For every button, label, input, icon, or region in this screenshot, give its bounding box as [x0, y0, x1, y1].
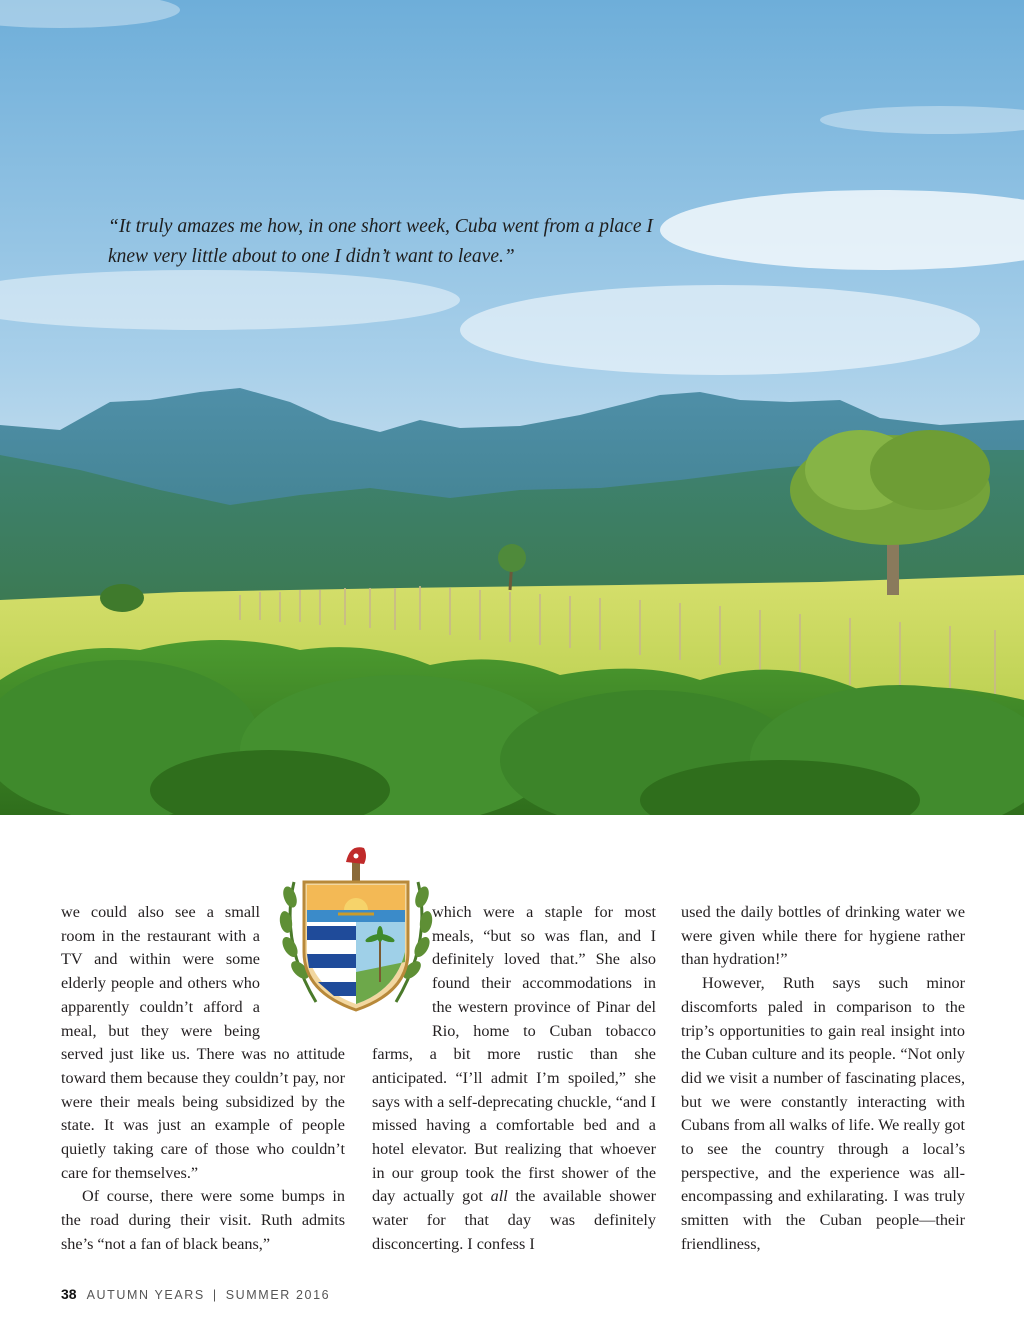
body-paragraph: used the daily bottles of drinking water we were given while there for hygiene rather than hydration!” [681, 903, 965, 969]
body-paragraph: However, Ruth says such minor discomforts paled in comparison to the trip’s opportunities to gain real insight into the Cuban culture and its people. “Not only did we visit a number of fascinating places, but we were constantly interacting with Cubans from all walks of life. We really got to see the country through a local’s perspective, and the experience was all-encompassing and exhilarating. I was truly smitten with the Cuban people—their friendliness, [681, 974, 965, 1253]
body-text: Pinar del Rio, home to Cuban tobacco farms, a bit more rustic than she anticipated. “I’ll admit I’m spoiled,” she says with a self-deprecating chuckle, “and I missed having a comfortable bed and a hotel elevator. But realizing that whoever in our group took the first shower of the day actually got [372, 997, 656, 1206]
article-column-3 [681, 901, 965, 1257]
footer-separator: | [212, 1288, 218, 1302]
issue-date: SUMMER 2016 [225, 1288, 331, 1302]
publication-name: AUTUMN YEARS [86, 1288, 205, 1302]
cuban-coat-of-arms-icon [276, 842, 436, 1020]
emphasis-text: all [490, 1187, 508, 1206]
body-text: the available shower water for that day was definitely disconcerting. I confess I [372, 1187, 656, 1253]
body-text: but they were being served just like us. There was no attitude toward them because they couldn’t pay, nor were their meals being subsidized by the state. It was just an example of people quietly taking care of those who couldn’t care for themselves.” [61, 1021, 345, 1182]
pull-quote: “It truly amazes me how, in one short week, Cuba went from a place I knew very little about to one I didn’t want to leave.” [108, 216, 653, 267]
page-number: 38 [61, 1286, 77, 1302]
body-text: which were a staple for most meals, “but so was flan, and I definitely loved that.” She also found their accommodations in the western province of [432, 903, 656, 1016]
body-text: we could also see a small room in the restaurant with a TV and within were some elderly people and others who apparently couldn’t afford a meal, [61, 903, 260, 1040]
page-footer [61, 1286, 330, 1302]
body-paragraph: Of course, there were some bumps in the road during their visit. Ruth admits she’s “not a fan of black beans,” [61, 1187, 345, 1253]
